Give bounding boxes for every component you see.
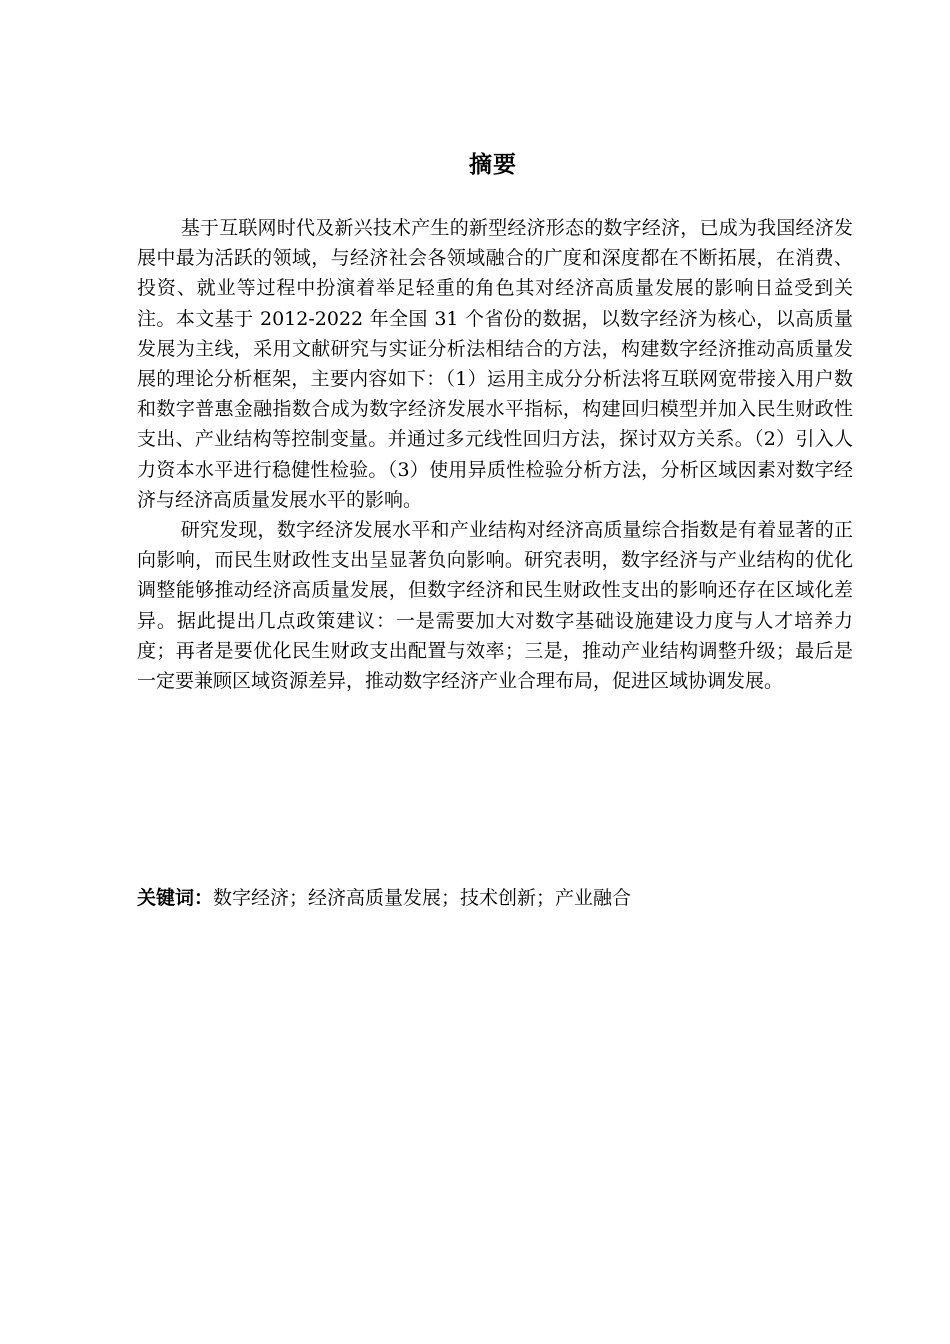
keywords-label: 关键词： <box>137 887 214 909</box>
keywords-list: 数字经济；经济高质量发展；技术创新；产业融合 <box>213 887 632 909</box>
abstract-paragraph-2: 研究发现，数字经济发展水平和产业结构对经济高质量综合指数是有着显著的正向影响，而民生财政性支出呈显著负向影响。研究表明，数字经济与产业结构的优化调整能够推动经济高质量发展，但数字经济和民生财政性支出的影响还存在区域化差异。据此提出几点政策建议：一是需要加大对数字基础设施建设力度与人才培养力度；再者是要优化民生财政支出配置与效率；三是，推动产业结构调整升级；最后是一定要兼顾区域资源差异，推动数字经济产业合理布局，促进区域协调发展。 <box>137 519 853 693</box>
keywords-line <box>137 883 853 913</box>
abstract-body <box>137 213 853 696</box>
abstract-title: 摘要 <box>469 152 517 178</box>
abstract-paragraph-1: 基于互联网时代及新兴技术产生的新型经济形态的数字经济，已成为我国经济发展中最为活跃的领域，与经济社会各领域融合的广度和深度都在不断拓展，在消费、投资、就业等过程中扮演着举足轻重的角色其对经济高质量发展的影响日益受到关注。本文基于 2012-2022 年全国 31 个省份的数据，以数字经济为核心，以高质量发展为主线，采用文献研究与实证分析法相结合的方法，构建数字经济推动高质量发展的理论分析框架，主要内容如下：（1）运用主成分分析法将互联网宽带接入用户数和数字普惠金融指数合成为数字经济发展水平指标，构建回归模型并加入民生财政性支出、产业结构等控制变量。并通过多元线性回归方法，探讨双方关系。（2）引入人力资本水平进行稳健性检验。（3）使用异质性检验分析方法，分析区域因素对数字经济与经济高质量发展水平的影响。 <box>137 217 853 511</box>
